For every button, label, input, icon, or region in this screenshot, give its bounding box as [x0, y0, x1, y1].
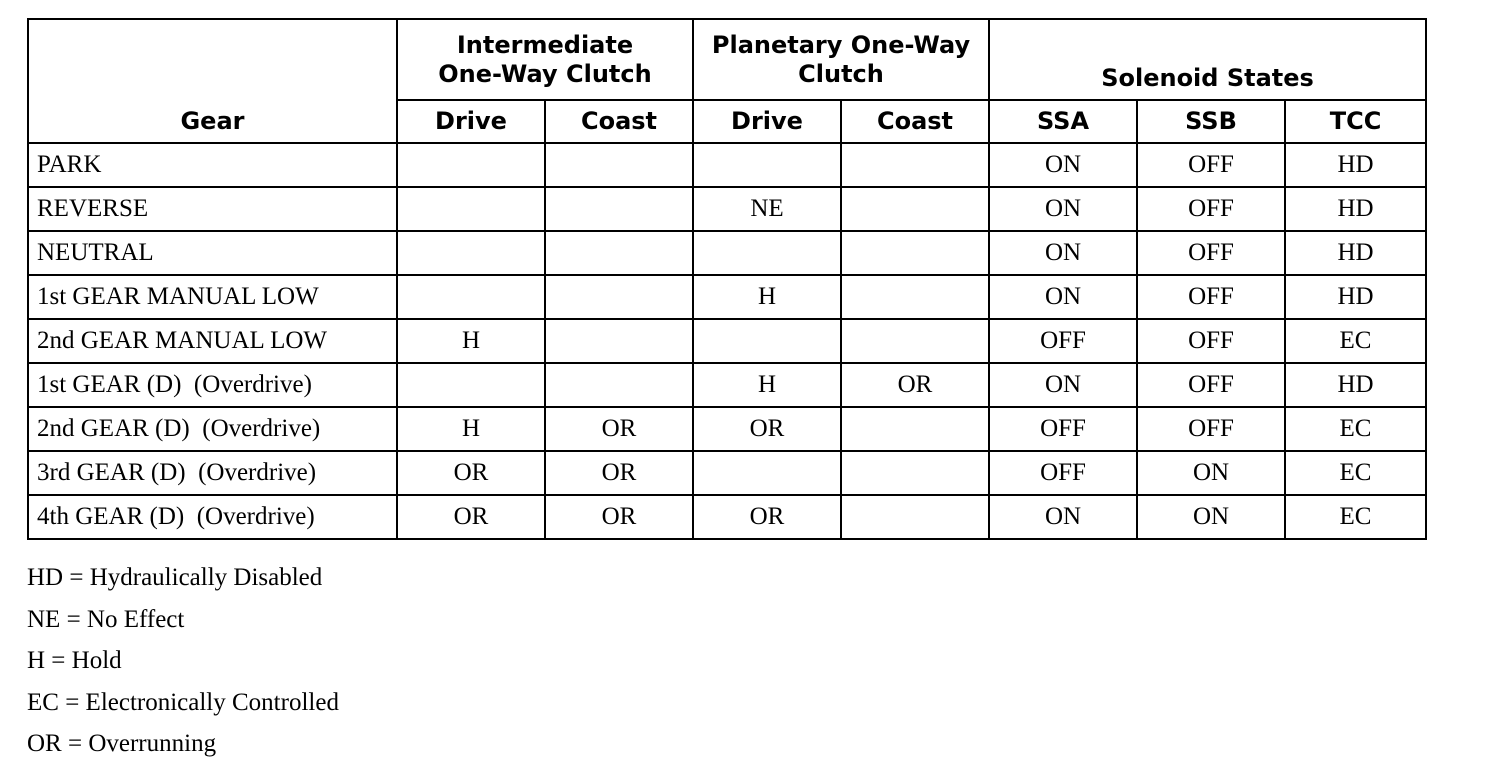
cell-tcc: EC — [1285, 319, 1426, 363]
cell-planetary-coast — [841, 319, 989, 363]
cell-planetary-drive — [693, 231, 841, 275]
cell-gear: 2nd GEAR (D) (Overdrive) — [28, 407, 397, 451]
legend-item: OR = Overrunning — [27, 730, 217, 757]
cell-gear: 4th GEAR (D) (Overdrive) — [28, 495, 397, 539]
cell-ssa: OFF — [989, 407, 1137, 451]
table-row — [28, 363, 1426, 407]
cell-intermediate-drive — [397, 275, 545, 319]
cell-tcc: HD — [1285, 275, 1426, 319]
header-ssb: SSB — [1137, 100, 1285, 143]
cell-gear: 2nd GEAR MANUAL LOW — [28, 319, 397, 363]
cell-intermediate-drive: H — [397, 319, 545, 363]
legend-item: HD = Hydraulically Disabled — [27, 564, 323, 591]
cell-intermediate-drive — [397, 143, 545, 187]
cell-ssb: OFF — [1137, 407, 1285, 451]
legend-item: EC = Electronically Controlled — [27, 688, 339, 716]
header-gear: Gear — [28, 19, 397, 143]
cell-ssa: ON — [989, 187, 1137, 231]
cell-intermediate-coast — [545, 275, 693, 319]
cell-ssb: OFF — [1137, 143, 1285, 187]
cell-tcc: EC — [1285, 451, 1426, 495]
table-row — [28, 495, 1426, 539]
cell-ssa: ON — [989, 143, 1137, 187]
cell-ssa: OFF — [989, 451, 1137, 495]
cell-planetary-coast — [841, 407, 989, 451]
cell-intermediate-coast: OR — [545, 451, 693, 495]
cell-planetary-coast — [841, 451, 989, 495]
cell-intermediate-coast — [545, 231, 693, 275]
header-intermediate-clutch — [397, 19, 693, 100]
table-body — [28, 143, 1426, 539]
header-planetary-drive: Drive — [693, 100, 841, 143]
cell-ssb: ON — [1137, 495, 1285, 539]
cell-planetary-coast — [841, 275, 989, 319]
header-intermediate-drive: Drive — [397, 100, 545, 143]
header-ssa: SSA — [989, 100, 1137, 143]
cell-gear: REVERSE — [28, 187, 397, 231]
header-row-groups — [28, 19, 1426, 100]
cell-intermediate-drive: OR — [397, 451, 545, 495]
cell-tcc: HD — [1285, 187, 1426, 231]
cell-intermediate-drive: OR — [397, 495, 545, 539]
cell-tcc: HD — [1285, 143, 1426, 187]
cell-intermediate-drive — [397, 187, 545, 231]
table-row — [28, 231, 1426, 275]
cell-ssb: ON — [1137, 451, 1285, 495]
header-solenoid-states: Solenoid States — [989, 19, 1426, 100]
cell-planetary-drive: NE — [693, 187, 841, 231]
header-intermediate-clutch-label: Intermediate One-Way Clutch — [438, 30, 652, 88]
cell-ssb: OFF — [1137, 275, 1285, 319]
cell-ssa: ON — [989, 363, 1137, 407]
cell-planetary-drive: OR — [693, 407, 841, 451]
cell-intermediate-coast — [545, 319, 693, 363]
cell-planetary-coast — [841, 495, 989, 539]
cell-intermediate-coast — [545, 363, 693, 407]
table-row — [28, 319, 1426, 363]
cell-ssb: OFF — [1137, 319, 1285, 363]
cell-ssb: OFF — [1137, 363, 1285, 407]
cell-gear: 1st GEAR (D) (Overdrive) — [28, 363, 397, 407]
cell-intermediate-coast — [545, 187, 693, 231]
cell-gear: NEUTRAL — [28, 231, 397, 275]
cell-planetary-coast — [841, 231, 989, 275]
cell-intermediate-coast — [545, 143, 693, 187]
cell-planetary-coast — [841, 143, 989, 187]
cell-intermediate-drive — [397, 363, 545, 407]
table-row — [28, 275, 1426, 319]
cell-tcc: EC — [1285, 495, 1426, 539]
cell-planetary-drive — [693, 319, 841, 363]
cell-planetary-drive: OR — [693, 495, 841, 539]
header-intermediate-coast: Coast — [545, 100, 693, 143]
table-header — [28, 19, 1426, 143]
cell-intermediate-coast: OR — [545, 495, 693, 539]
cell-intermediate-coast: OR — [545, 407, 693, 451]
cell-tcc: EC — [1285, 407, 1426, 451]
gear-solenoid-table — [27, 18, 1427, 540]
cell-ssa: ON — [989, 275, 1137, 319]
cell-tcc: HD — [1285, 231, 1426, 275]
legend-item: NE = No Effect — [27, 605, 185, 633]
cell-ssb: OFF — [1137, 231, 1285, 275]
legend-item: H = Hold — [27, 647, 122, 674]
legend — [27, 562, 339, 770]
header-planetary-clutch — [693, 19, 989, 100]
table-row — [28, 187, 1426, 231]
cell-intermediate-drive — [397, 231, 545, 275]
cell-planetary-coast — [841, 187, 989, 231]
cell-planetary-drive — [693, 143, 841, 187]
cell-ssb: OFF — [1137, 187, 1285, 231]
cell-gear: 1st GEAR MANUAL LOW — [28, 275, 397, 319]
header-tcc: TCC — [1285, 100, 1426, 143]
cell-intermediate-drive: H — [397, 407, 545, 451]
cell-tcc: HD — [1285, 363, 1426, 407]
table-row — [28, 451, 1426, 495]
cell-planetary-drive — [693, 451, 841, 495]
cell-ssa: ON — [989, 231, 1137, 275]
cell-ssa: ON — [989, 495, 1137, 539]
cell-planetary-drive: H — [693, 363, 841, 407]
header-planetary-clutch-label: Planetary One-Way Clutch — [711, 30, 971, 88]
cell-gear: 3rd GEAR (D) (Overdrive) — [28, 451, 397, 495]
cell-gear: PARK — [28, 143, 397, 187]
table-row — [28, 143, 1426, 187]
cell-ssa: OFF — [989, 319, 1137, 363]
cell-planetary-coast: OR — [841, 363, 989, 407]
table-row — [28, 407, 1426, 451]
header-planetary-coast: Coast — [841, 100, 989, 143]
cell-planetary-drive: H — [693, 275, 841, 319]
